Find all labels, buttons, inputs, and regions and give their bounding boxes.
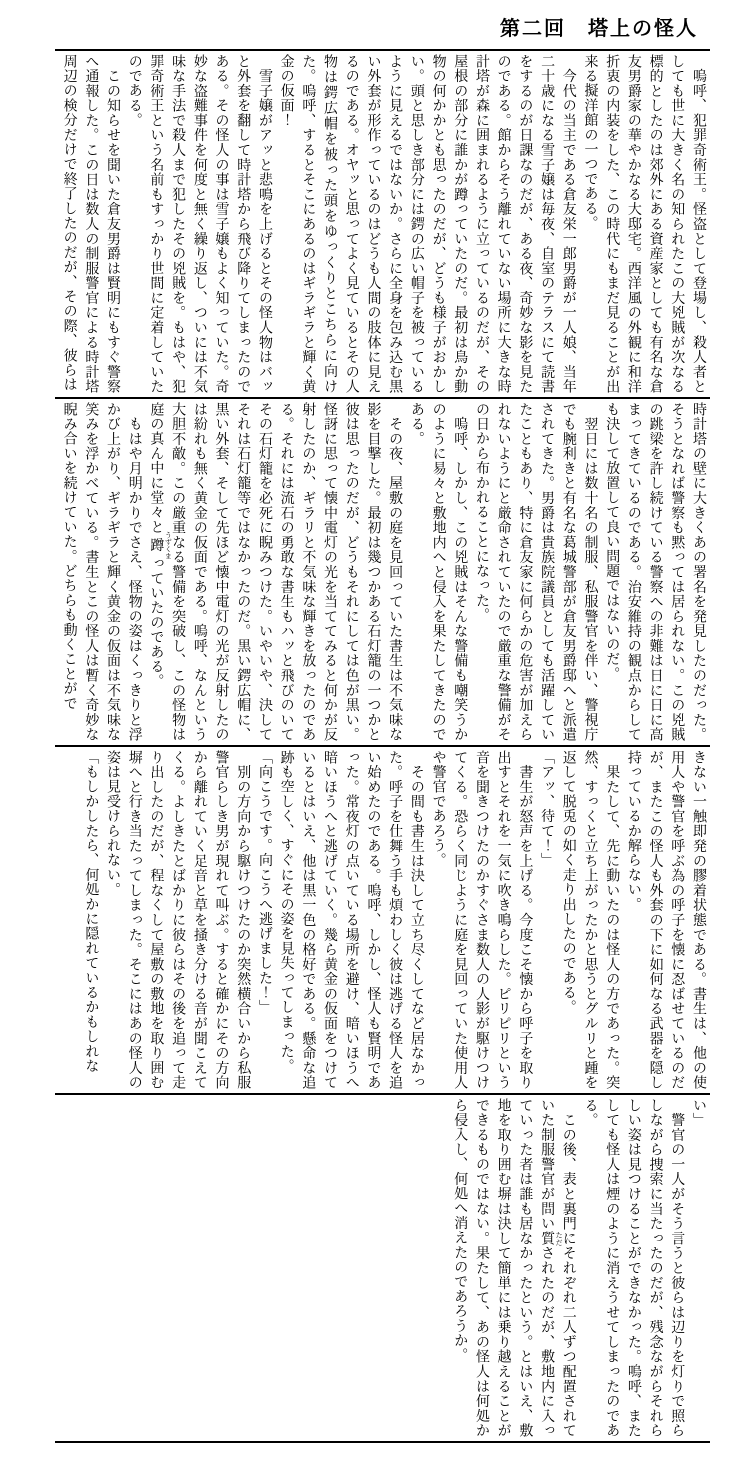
horizontal-rule (55, 1441, 710, 1443)
text-block-2 (55, 402, 710, 742)
paragraph: 嗚呼、犯罪奇術王。怪盗として登場し、殺人者としても世に大きく名の知られたこの大兇賊が次なる標的としたのは郊外にある資産家としても有名な倉友男爵家の華やかなる大邸宅。西洋風の外観に和洋折衷の内装をした、この時代にもまだ見ることが出来る擬洋館の一つである。 (583, 54, 708, 394)
text-block-1 (55, 54, 710, 394)
paragraph: 「向こうです。向こうへ逃げました！」 (257, 750, 274, 1015)
paragraph: この後、表と裏門にそれぞれ二人ずつ配置されていた制服警官が問い質 ただされたのだが、敷地内に入っていった者は誰も居なかったという。とはいえ、敷地を取り囲む塀は決して簡単には乗り越えることができるものではない。果たして、あの怪人は何処から侵入し、何処へ消えたのであろうか。 (453, 1098, 578, 1438)
paragraph: もはや月明かりでさえ、怪物の姿はくっきりと浮かび上がり、ギラギラと輝く黄金の仮面は不気味な笑みを浮かべている。書生とこの怪人は暫く奇妙な睨み合いを続けていた。どちらも動くことがで (62, 402, 144, 742)
horizontal-rule (55, 745, 710, 747)
paragraph: 雪子嬢がアッと悲鳴を上げるとその怪人物はバッと外套を翻して時計塔から飛び降りてしまったのである。その怪人の事は雪子嬢もよく知っていた。奇妙な盗難事件を何度と無く繰り返し、ついには不気味な手法で殺人まで犯したその兇賊を。もはや、犯罪奇術王という名前もすっかり世間に定着していたのである。 (127, 54, 274, 394)
paragraph: 今代の当主である倉友栄一郎男爵が一人娘、当年二十歳になる雪子嬢は毎夜、自室のテラスにて読書をするのが日課なのだが、ある夜、奇妙な影を見たのである。館からそう離れていない場所に大きな時計塔が森に囲まれるように立っているのだが、その屋根の部分に誰かが蹲っていたのだ。最初は鳥か動物の何かかとも思ったのだが、どうも様子がおかしい。頭と思しき部分には鍔の広い帽子を被っているように見えるではないか。さらに全身を包み込む黒い外套が形作っているのはどうも人間の肢体に見えるのである。オヤッと思ってよく見ているとその人物は鍔広帽を被った頭をゆっくりとこちらに向けた。嗚呼、するとそこにあるのはギラギラと輝く黄金の仮面！ (279, 54, 578, 394)
horizontal-rule (55, 397, 710, 399)
paragraph: い」 (692, 1098, 708, 1128)
paragraph: その間も書生は決して立ち尽くしてなど居なかった。呼子を仕舞う手も煩わしく彼は逃げる怪人を追い始めたのである。嗚呼、しかし、怪人も賢明であった。常夜灯の点いている場所を避け、暗いほうへ暗いほうへと逃げていく。幾ら黄金の仮面をつけているとはいえ、他は黒一色の格好である。懸命な追跡も空しく、すぐにその姿を見失ってしまった。 (279, 750, 426, 1090)
horizontal-rule (55, 49, 710, 51)
paragraph: 果たして、先に動いたのは怪人の方であった。突然、すっくと立ち上がったかと思うとグルリと踵を返して脱兎の如く走り出したのである。 (561, 750, 622, 1090)
page-title: 第二回 塔上の怪人 (500, 18, 698, 40)
paragraph: この知らせを聞いた倉友男爵は賢明にもすぐ警察へ通報した。この日は数人の制服警官による時計塔周辺の検分だけで終了したのだが、その際、彼らは (62, 54, 123, 394)
paragraph: 書生が怒声を上げる。今度こそ懐から呼子を取り出すとそれを一気に吹き鳴らした。ピリピリという音を聞きつけたのかすぐさま数人の人影が駆けつけてくる。恐らく同じように庭を見回っていた使用人や警官であろう。 (431, 750, 535, 1090)
ruby-annotation: 質 ただ (540, 1231, 563, 1246)
paragraph: 「もしかしたら、何処かに隠れているかもしれな (84, 750, 101, 1074)
paragraph: きない一触即発の膠着状態である。書生は、他の使用人や警官を呼ぶ為の呼子を懐に忍ばせているのだが、またこの怪人も外套の下に如何なる武器を隠し持っているか解らない。 (626, 750, 708, 1090)
paragraph: 別の方向から駆けつけたのか突然横合いから私服警官らしき男が現れて叫ぶ。すると確かにその方向から離れていく足音と草を掻き分ける音が聞こえてくる。よしきたとばかりに彼らはその後を追って走り出したのだが、程なくして屋敷の敷地を取り囲む塀へと行き当たってしまった。そこにはあの怪人の姿は見受けられない。 (106, 750, 253, 1090)
paragraph: 警官の一人がそう言うと彼らは辺りを灯りで照らしながら捜索に当たったのだが、残念ながらそれらしい姿は見つけることができなかった。嗚呼、またしても怪人は煙のように消えうせてしまったのである。 (583, 1098, 687, 1438)
paragraph: その夜、屋敷の庭を見回っていた書生は不気味な影を目撃した。最初は幾つかある石灯籠の一つかと彼は思ったのだが、どうもそれにしては色が黒い。怪訝に思って懐中電灯の光を当ててみると何かが反射したのか、ギラリと不気味な輝きを放ったのである。それには流石の勇敢な書生もハッと飛びのいてその石灯籠を必死に睨みつけた。いやいや、決してそれは石灯籠等ではなかったのだ。黒い鍔広帽に、黒い外套、そして先ほど懐中電灯の光が反射したのは紛れも無く黄金の仮面である。嗚呼、なんという大胆不敵。この厳重なる警備を突破し、この怪物は庭の真ん中に堂々と蹲 うずくまっていたのである。 (149, 402, 405, 742)
text-block-3 (55, 750, 710, 1090)
paragraph: 「アッ、待て！」 (540, 750, 557, 868)
paragraph: 時計塔の壁に大きくあの署名を発見したのだった。そうとなれば警察も黙っては居られない。この兇賊の跳梁を許し続けている警察への非難は日に日に高まってきているのである。治安維持の観点からしても決して放置して良い問題ではないのだ。 (605, 402, 708, 742)
ruby-annotation: 蹲 うずくま (149, 531, 172, 560)
text-block-4 (55, 1098, 710, 1438)
horizontal-rule (55, 1093, 710, 1095)
paragraph: 嗚呼、しかし、この兇賊はそんな警備も嘲笑うかのように易々と敷地内へと侵入を果たしてきたのである。 (409, 402, 470, 742)
paragraph: 翌日には数十名の制服、私服警官を伴い、警視庁でも腕利きと有名な葛城警部が倉友男爵邸へと派遣されてきた。男爵は貴族院議員としても活躍していたこともあり、特に倉友家に何らかの危害が加えられないようにと厳命されていたので厳重な警備がその日から布かれることになった。 (474, 402, 600, 742)
